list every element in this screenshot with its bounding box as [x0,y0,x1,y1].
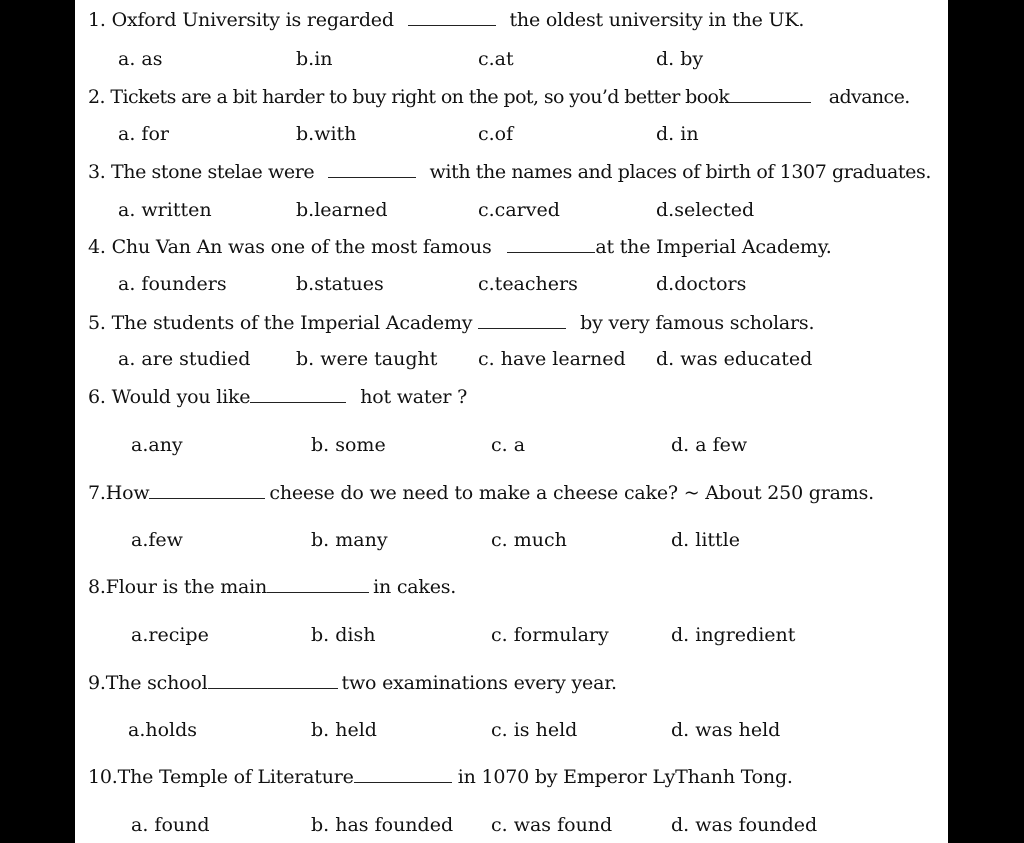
option-b[interactable]: b. has founded [311,814,454,836]
option-a[interactable]: a. written [118,199,212,221]
question-2 [88,86,910,108]
question-text-after: hot water ? [360,386,468,408]
option-d[interactable]: d.doctors [656,273,747,295]
worksheet-page [75,0,948,843]
option-d[interactable]: d.selected [656,199,755,221]
question-6 [88,386,467,408]
question-number: 6. [88,386,106,408]
question-text-before: The Temple of Literature [117,766,354,788]
option-c[interactable]: c. a [491,434,526,456]
option-a[interactable]: a. founders [118,273,227,295]
option-d[interactable]: d. ingredient [671,624,796,646]
question-text-after: with the names and places of birth of 1307 graduates. [429,161,931,183]
question-7 [88,482,874,504]
option-c[interactable]: c.carved [478,199,560,221]
question-text-before: Flour is the main [105,576,268,598]
question-9 [88,672,617,694]
answer-blank[interactable] [250,386,346,403]
option-a[interactable]: a.few [131,529,183,551]
question-number: 4. [88,236,106,258]
question-text-before: The stone stelae were [110,161,315,183]
option-c[interactable]: c. formulary [491,624,609,646]
answer-blank[interactable] [149,482,265,499]
option-a[interactable]: a. for [118,123,169,145]
answer-blank[interactable] [478,312,566,329]
option-b[interactable]: b.in [296,48,333,70]
question-number: 10. [88,766,118,788]
option-d[interactable]: d. was founded [671,814,818,836]
question-text-after: advance. [828,86,910,108]
question-text-after: cheese do we need to make a cheese cake? ~ About 250 grams. [269,482,874,504]
answer-blank[interactable] [208,672,338,689]
option-a[interactable]: a. found [131,814,210,836]
question-text-after: two examinations every year. [341,672,617,694]
question-text-after: the oldest university in the UK. [509,9,805,31]
question-text-before: Oxford University is regarded [111,9,394,31]
question-3 [88,161,931,183]
question-text-after: at the Imperial Academy. [595,236,832,258]
option-b[interactable]: b. many [311,529,388,551]
option-c[interactable]: c. much [491,529,567,551]
option-a[interactable]: a. as [118,48,163,70]
answer-blank[interactable] [507,236,595,253]
answer-blank[interactable] [328,161,416,178]
answer-blank[interactable] [267,576,369,593]
question-text-before: How [105,482,150,504]
option-b[interactable]: b.with [296,123,357,145]
question-number: 3. [88,161,106,183]
option-b[interactable]: b.statues [296,273,384,295]
option-c[interactable]: c. is held [491,719,578,741]
question-number: 1. [88,9,106,31]
question-4 [88,236,832,258]
option-a[interactable]: a.any [131,434,183,456]
question-text-after: by very famous scholars. [580,312,815,334]
question-text-before: Would you like [111,386,251,408]
option-a[interactable]: a. are studied [118,348,251,370]
option-d[interactable]: d. a few [671,434,748,456]
question-5 [88,312,814,334]
question-1 [88,9,804,31]
question-number: 2. [88,86,105,108]
option-b[interactable]: b.learned [296,199,388,221]
question-text-before: Chu Van An was one of the most famous [111,236,492,258]
answer-blank[interactable] [354,766,452,783]
option-a[interactable]: a.recipe [131,624,209,646]
question-text-before: The school [105,672,208,694]
option-b[interactable]: b. dish [311,624,376,646]
option-c[interactable]: c.teachers [478,273,578,295]
option-c[interactable]: c. have learned [478,348,626,370]
option-b[interactable]: b. were taught [296,348,438,370]
answer-blank[interactable] [729,86,811,103]
question-text-after: in cakes. [373,576,457,598]
option-c[interactable]: c. was found [491,814,613,836]
question-number: 9. [88,672,106,694]
option-c[interactable]: c.of [478,123,514,145]
option-c[interactable]: c.at [478,48,514,70]
option-d[interactable]: d. by [656,48,704,70]
question-text-after: in 1070 by Emperor LyThanh Tong. [457,766,793,788]
option-d[interactable]: d. little [671,529,740,551]
question-10 [88,766,793,788]
option-b[interactable]: b. held [311,719,377,741]
question-number: 7. [88,482,106,504]
question-number: 5. [88,312,106,334]
option-d[interactable]: d. in [656,123,699,145]
question-8 [88,576,456,598]
question-number: 8. [88,576,106,598]
option-d[interactable]: d. was educated [656,348,813,370]
answer-blank[interactable] [408,9,496,26]
question-text-before: Tickets are a bit harder to buy right on the pot, so you’d better book [110,86,730,108]
question-text-before: The students of the Imperial Academy [111,312,473,334]
option-a[interactable]: a.holds [128,719,198,741]
option-b[interactable]: b. some [311,434,386,456]
option-d[interactable]: d. was held [671,719,781,741]
